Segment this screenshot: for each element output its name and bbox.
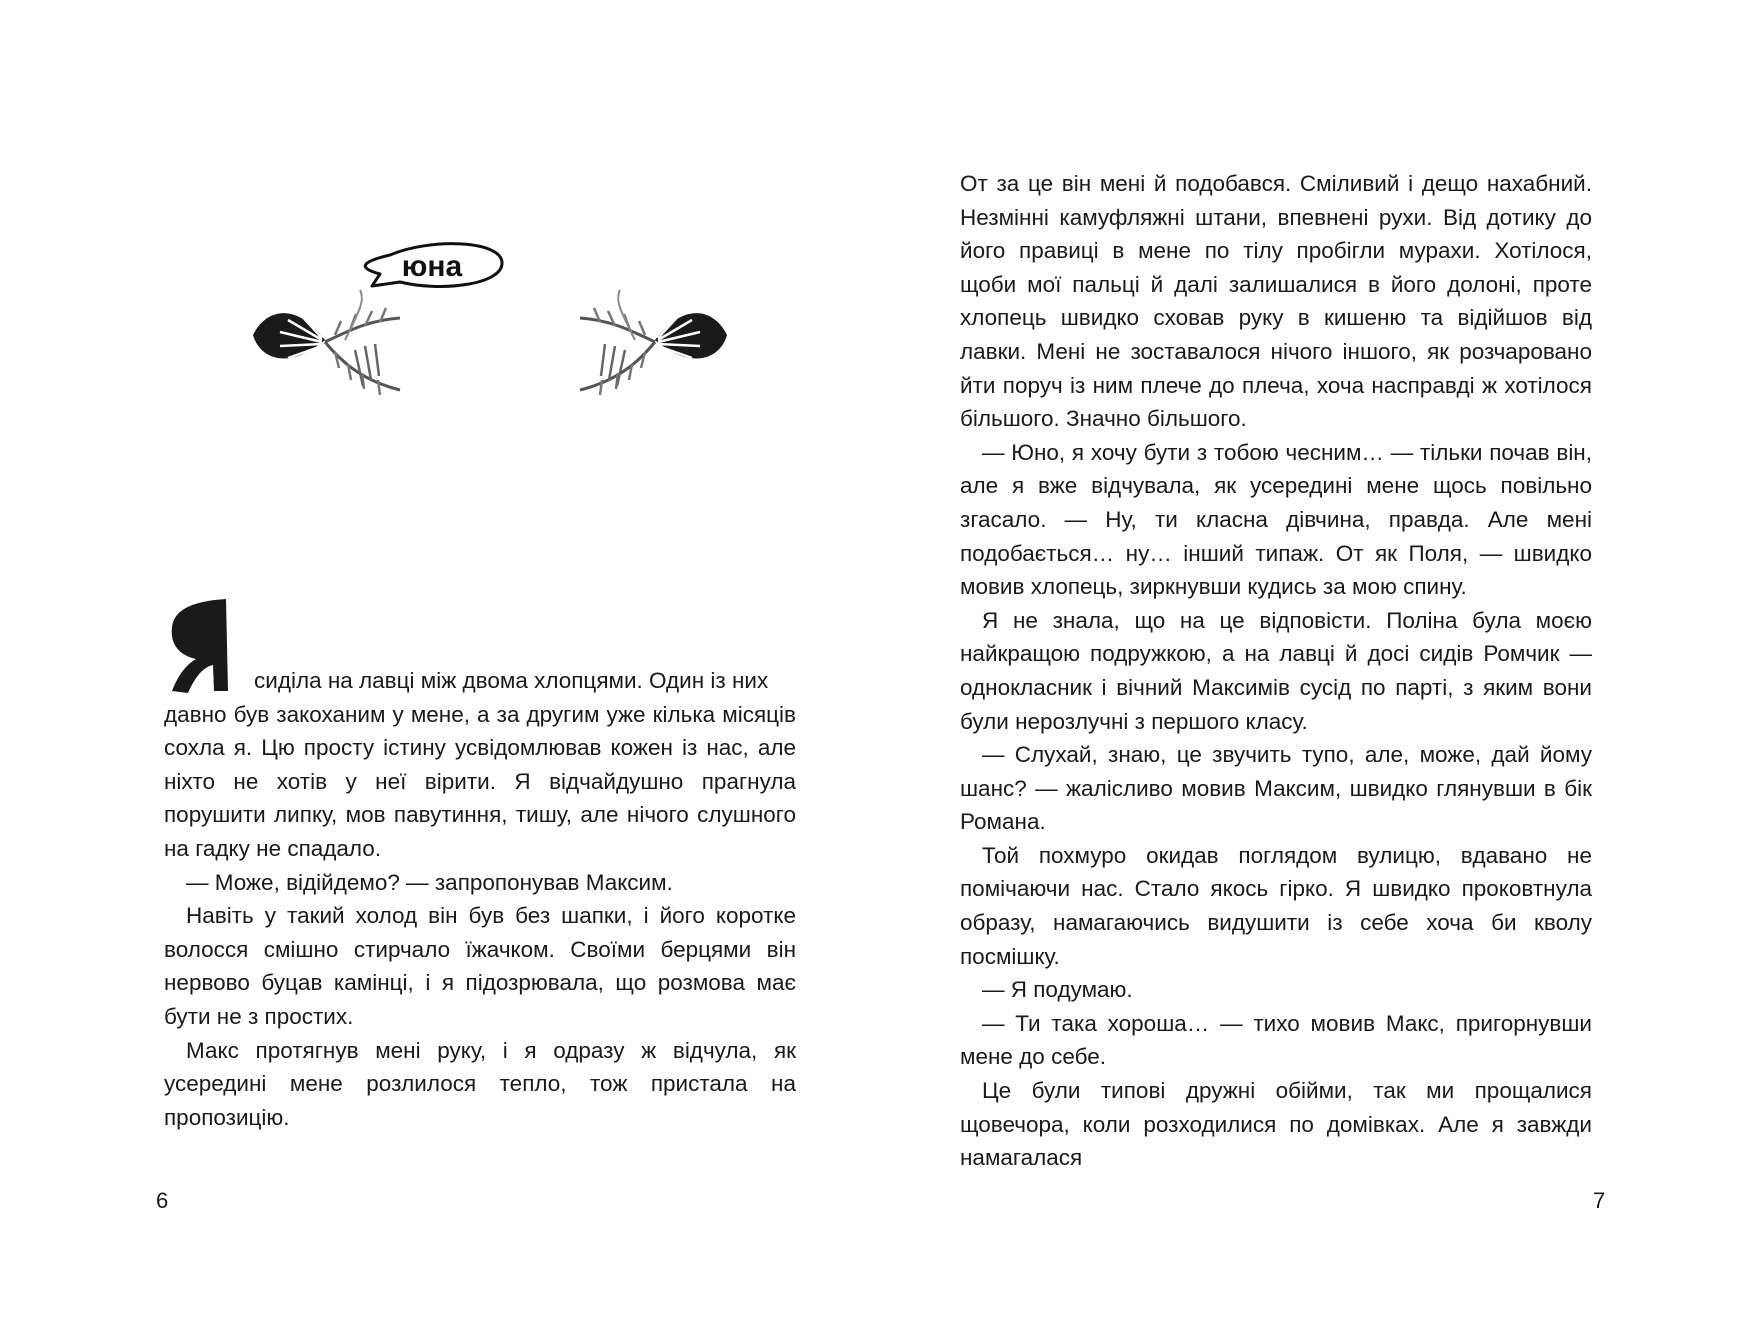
left-flower-icon [253,290,400,395]
right-page-text [960,167,1592,1175]
paragraph: Макс протягнув мені руку, і я одразу ж відчула, як усередині мене розлилося тепло, тож пристала на пропозицію. [164,1037,796,1130]
right-flower-icon [580,290,727,395]
dropcap-letter: Я [203,665,205,666]
paragraph: — Я подумаю. [982,977,1133,1003]
paragraph: Це були типові дружні обійми, так ми прощалися щовечора, коли розходилися по домівках. Але я завжди намагалася [960,1078,1592,1171]
speech-bubble-text: юна [401,250,463,283]
paragraph: Я не знала, що на це відповісти. Поліна була моєю найкращою подружкою, а на лавці й досі сидів Ромчик — однокласник і вічний Максимів сусід по парті, з яким вони були нерозлучні з першого класу. [960,607,1592,734]
paragraph: — Слухай, знаю, це звучить тупо, але, може, дай йому шанс? — жалісливо мовив Максим, швидко глянувши в бік Романа. [960,742,1592,835]
left-page-text [164,664,796,1134]
left-page [0,0,874,1329]
paragraph: — Ти така хороша… — тихо мовив Макс, пригорнувши мене до себе. [960,1010,1592,1070]
page-number: 7 [1593,1188,1606,1213]
speech-bubble [365,244,502,287]
paragraph: От за це він мені й подобався. Сміливий і дещо нахабний. Незмінні камуфляжні штани, впевнені рухи. Від дотику до його правиці в мене по тілу пробігли мурахи. Хотілося, щоби мої пальці й далі залишалися в його долоні, проте хлопець швидко сховав руку в кишеню та відійшов від лавки. Мені не зоставалося нічого іншого, як розчаровано йти поруч із ним плече до плеча, хоча насправді ж хотілося більшого. Значно більшого. [960,171,1592,432]
page-number: 6 [156,1188,169,1213]
right-page [875,0,1749,1329]
paragraph: — Юно, я хочу бути з тобою чесним… — тільки почав він, але я вже відчувала, як усередині мене щось повільно згасало. — Ну, ти класна дівчина, правда. Але мені подобається… ну… інший типаж. От як Поля, — швидко мовив хлопець, зиркнувши кудись за мою спину. [960,439,1592,600]
paragraph: Навіть у такий холод він був без шапки, і його коротке волосся смішно стирчало їжачком. Своїми берцями він нервово буцав камінці, і я підозрювала, що розмова має бути не з простих. [164,903,796,1029]
first-paragraph-rest: давно був закоханим у мене, а за другим уже кілька місяців сохла я. Цю просту істину усвідомлював кожен із нас, але ніхто не хотів у неї вірити. Я відчайдушно прагнула порушити липку, мов павутиння, тишу, але нічого слушного на гадку не спадало. [164,701,796,861]
chapter-illustration [240,240,740,460]
paragraph: — Може, відійдемо? — запропонував Максим. [186,869,673,895]
first-paragraph-line: сиділа на лавці між двома хлопцями. Один із них [254,668,769,693]
paragraph: Той похмуро окидав поглядом вулицю, вдавано не помічаючи нас. Стало якось гірко. Я швидко проковтнула образу, намагаючись видушити із себе хоча би кволу посмішку. [960,842,1592,969]
